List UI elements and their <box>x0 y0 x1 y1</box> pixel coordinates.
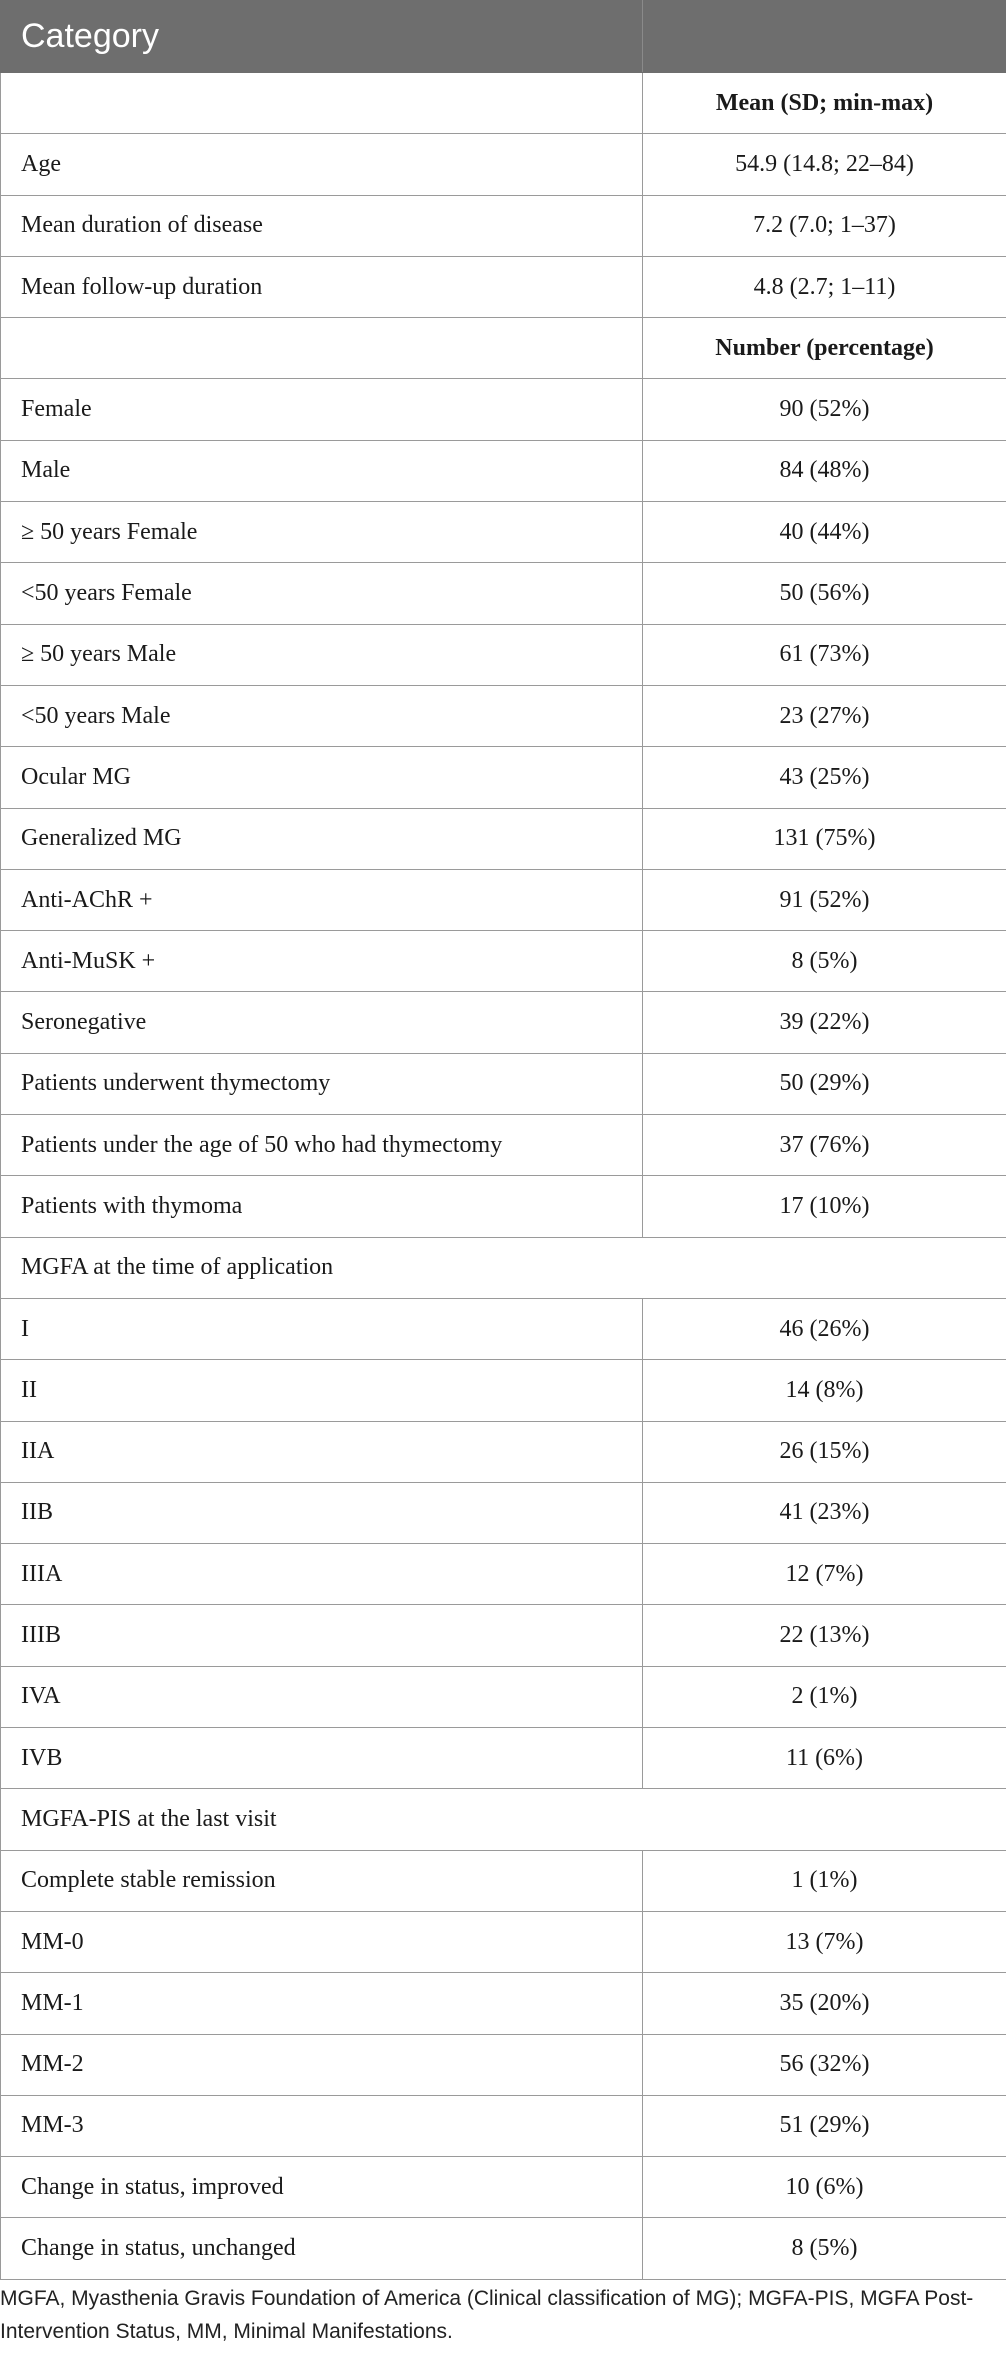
table-row <box>1 1728 1006 1789</box>
row-label: Generalized MG <box>1 808 643 869</box>
row-label: Mean duration of disease <box>1 195 643 256</box>
row-value: 23 (27%) <box>643 685 1006 746</box>
table-row <box>1 440 1006 501</box>
row-value: 8 (5%) <box>643 2218 1006 2279</box>
table-row <box>1 1421 1006 1482</box>
row-label: Patients underwent thymectomy <box>1 1053 643 1114</box>
column-subheader: Number (percentage) <box>643 318 1006 379</box>
row-value: 39 (22%) <box>643 992 1006 1053</box>
table-row <box>1 1605 1006 1666</box>
row-label: MM-3 <box>1 2095 643 2156</box>
row-value: 7.2 (7.0; 1–37) <box>643 195 1006 256</box>
row-value: 90 (52%) <box>643 379 1006 440</box>
row-label: Ocular MG <box>1 747 643 808</box>
row-label: Age <box>1 134 643 195</box>
row-value: 56 (32%) <box>643 2034 1006 2095</box>
table-row <box>1 134 1006 195</box>
table-footnote: MGFA, Myasthenia Gravis Foundation of America (Clinical classification of MG); MGFA-PIS, MGFA Post-Intervention Status, MM, Minimal Manifestations. <box>0 2287 974 2343</box>
row-label: <50 years Male <box>1 685 643 746</box>
table-section-row <box>1 1789 1006 1850</box>
row-label: Change in status, improved <box>1 2157 643 2218</box>
table-header-row <box>1 1 1006 73</box>
row-value: 37 (76%) <box>643 1115 1006 1176</box>
row-label: Anti-AChR + <box>1 869 643 930</box>
table-body <box>1 73 1006 2280</box>
column-subheader: Mean (SD; min-max) <box>643 73 1006 134</box>
row-label: Patients with thymoma <box>1 1176 643 1237</box>
row-label: ≥ 50 years Male <box>1 624 643 685</box>
table-row <box>1 1298 1006 1359</box>
table-row <box>1 1850 1006 1911</box>
row-label: Mean follow-up duration <box>1 256 643 317</box>
table-row <box>1 502 1006 563</box>
row-label: Anti-MuSK + <box>1 931 643 992</box>
row-value: 14 (8%) <box>643 1360 1006 1421</box>
table-row <box>1 1911 1006 1972</box>
table-row <box>1 685 1006 746</box>
row-label: Seronegative <box>1 992 643 1053</box>
table-row <box>1 1544 1006 1605</box>
table-row <box>1 2095 1006 2156</box>
table-row <box>1 992 1006 1053</box>
row-label: IIA <box>1 1421 643 1482</box>
table-row <box>1 2218 1006 2279</box>
row-value: 10 (6%) <box>643 2157 1006 2218</box>
row-value: 54.9 (14.8; 22–84) <box>643 134 1006 195</box>
row-value: 41 (23%) <box>643 1482 1006 1543</box>
row-label: Female <box>1 379 643 440</box>
table-row <box>1 379 1006 440</box>
row-label: IIIB <box>1 1605 643 1666</box>
table-row <box>1 624 1006 685</box>
row-label: <50 years Female <box>1 563 643 624</box>
row-label: Complete stable remission <box>1 1850 643 1911</box>
row-value: 11 (6%) <box>643 1728 1006 1789</box>
row-value: 131 (75%) <box>643 808 1006 869</box>
row-label: IIB <box>1 1482 643 1543</box>
row-label: MM-0 <box>1 1911 643 1972</box>
row-value: 84 (48%) <box>643 440 1006 501</box>
table-row <box>1 195 1006 256</box>
row-value: 8 (5%) <box>643 931 1006 992</box>
table-row <box>1 2157 1006 2218</box>
row-value: 26 (15%) <box>643 1421 1006 1482</box>
table-section-row <box>1 1237 1006 1298</box>
row-value: 17 (10%) <box>643 1176 1006 1237</box>
table-row <box>1 869 1006 930</box>
row-value: 22 (13%) <box>643 1605 1006 1666</box>
table-row <box>1 563 1006 624</box>
row-value: 12 (7%) <box>643 1544 1006 1605</box>
section-label: MGFA-PIS at the last visit <box>1 1789 1006 1850</box>
table-subheader-row <box>1 318 1006 379</box>
row-label: MM-2 <box>1 2034 643 2095</box>
row-label: II <box>1 1360 643 1421</box>
row-value: 43 (25%) <box>643 747 1006 808</box>
table-subheader-row <box>1 73 1006 134</box>
row-value: 13 (7%) <box>643 1911 1006 1972</box>
row-value: 91 (52%) <box>643 869 1006 930</box>
row-value: 4.8 (2.7; 1–11) <box>643 256 1006 317</box>
row-value: 50 (29%) <box>643 1053 1006 1114</box>
row-label: Change in status, unchanged <box>1 2218 643 2279</box>
row-label: I <box>1 1298 643 1359</box>
row-value: 35 (20%) <box>643 1973 1006 2034</box>
table-row <box>1 1360 1006 1421</box>
table-row <box>1 1176 1006 1237</box>
row-value: 1 (1%) <box>643 1850 1006 1911</box>
row-label: IVB <box>1 1728 643 1789</box>
table-row <box>1 1973 1006 2034</box>
table-row <box>1 2034 1006 2095</box>
header-value <box>643 1 1006 73</box>
row-value: 40 (44%) <box>643 502 1006 563</box>
row-label: Patients under the age of 50 who had thymectomy <box>1 1115 643 1176</box>
row-value: 51 (29%) <box>643 2095 1006 2156</box>
table-row <box>1 808 1006 869</box>
row-label <box>1 318 643 379</box>
row-label: ≥ 50 years Female <box>1 502 643 563</box>
table-row <box>1 1666 1006 1727</box>
row-label: Male <box>1 440 643 501</box>
table-row <box>1 1053 1006 1114</box>
row-label <box>1 73 643 134</box>
header-category: Category <box>1 1 643 73</box>
row-label: MM-1 <box>1 1973 643 2034</box>
row-value: 61 (73%) <box>643 624 1006 685</box>
row-label: IIIA <box>1 1544 643 1605</box>
table-row <box>1 256 1006 317</box>
row-value: 46 (26%) <box>643 1298 1006 1359</box>
section-label: MGFA at the time of application <box>1 1237 1006 1298</box>
table-row <box>1 931 1006 992</box>
table-row <box>1 1482 1006 1543</box>
table-row <box>1 1115 1006 1176</box>
row-value: 50 (56%) <box>643 563 1006 624</box>
row-label: IVA <box>1 1666 643 1727</box>
row-value: 2 (1%) <box>643 1666 1006 1727</box>
table-row <box>1 747 1006 808</box>
